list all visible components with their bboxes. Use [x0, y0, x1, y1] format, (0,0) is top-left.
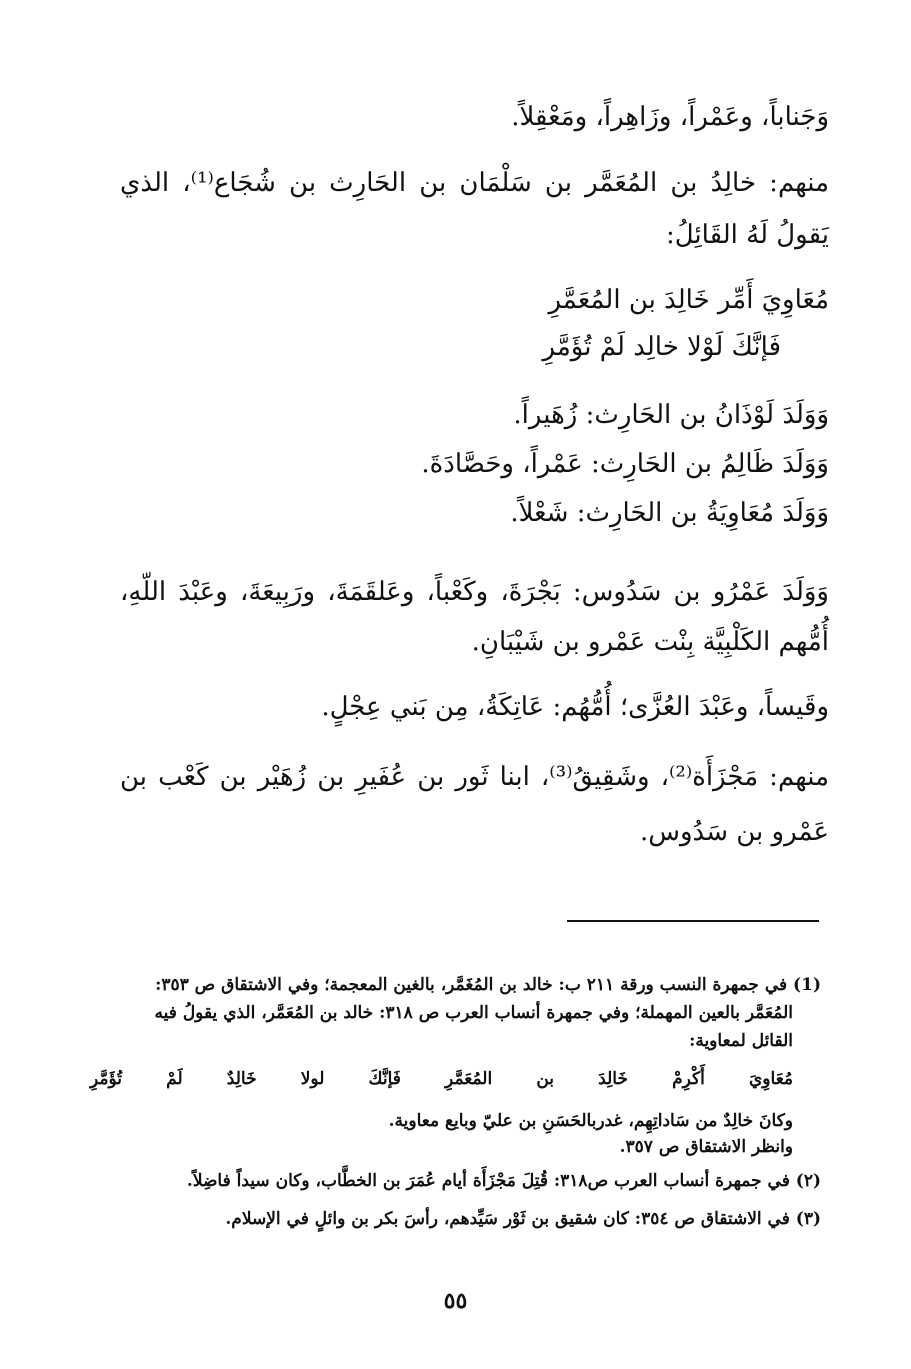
text-line: وَوَلَدَ عَمْرُو بن سَدُوس: بَجْرَةَ، وكَعْباً، وعَلقَمَةَ، ورَبِيعَةَ، وعَبْدَ اللّهِ،: [120, 577, 829, 607]
text-line: وَجَناباً، وعَمْراً، وزَاهِراً، ومَعْقِلاً.: [511, 102, 829, 132]
footnote-line: المُعَمَّر بالعين المهملة؛ وفي جمهرة أنساب العرب ص ٣١٨: خالد بن المُعَمَّر، الذي يقولُ فيه: [154, 1003, 793, 1023]
footnote-line: وانظر الاشتقاق ص ٣٥٧.: [619, 1137, 793, 1157]
text-line: أُمُّهم الكَلْبِيَّة بِنْت عَمْرو بن شَيْبَانِ.: [471, 627, 829, 657]
text-line: وقَيساً، وعَبْدَ العُزَّى؛ أُمُّهُم: عَاتِكَةُ، مِن بَني عِجْلٍ.: [321, 692, 829, 722]
footnote-verse: مُعَاوِيَ أَكْرِمْ خَالِدَ بن المُعَمَّرِ فَإنَّكَ لولا خَالِدٌ لَمْ تُؤَمَّرِ: [90, 1069, 793, 1089]
verse-hemistich: مُعَاوِيَ أَمِّر خَالِدَ بن المُعَمَّرِ: [548, 285, 829, 315]
footnote-line: (٣) في الاشتقاق ص ٣٥٤: كان شقيق بن ثَوْر سَيِّدهم، رأسَ بكر بن وائلٍ في الإسلام.: [225, 1209, 821, 1229]
text-line: منهم: خالِدُ بن المُعَمَّر بن سَلْمَان بن الحَارِث بن شُجَاع⁽¹⁾، الذي: [120, 168, 830, 198]
text-line: وَوَلَدَ ظَالِمُ بن الحَارِث: عَمْراً، وحَصَّادَةَ.: [421, 449, 829, 479]
text-line: وَوَلَدَ مُعَاوِيَةُ بن الحَارِث: شَعْلاً.: [510, 498, 829, 528]
text-line: عَمْرو بن سَدُوس.: [640, 817, 829, 847]
verse-hemistich: فَإنَّكَ لَوْلا خالِد لَمْ تُؤَمَّرِ: [542, 332, 781, 362]
text-line: وَوَلَدَ لَوْذَانُ بن الحَارِث: زُهَيراً.: [513, 400, 829, 430]
footnote-line: (٢) في جمهرة أنساب العرب ص٣١٨: قُتِلَ مَجْزَأَة أيام عُمَرَ بن الخطَّاب، وكان سيداً فاضِلاً.: [186, 1171, 821, 1191]
page-number: ٥٥: [443, 1288, 468, 1314]
text-line: يَقولُ لَهُ القَائِلُ:: [665, 220, 829, 250]
footnote-line: وكانَ خالِدٌ من سَاداتِهِم، غدربالحَسَنِ بن عليّ وبايع معاوية.: [388, 1111, 793, 1131]
footnote-divider: [567, 920, 819, 922]
footnote-line: القائل لمعاوية:: [689, 1031, 793, 1051]
text-line: منهم: مَجْزَأَة⁽²⁾، وشَقِيقُ⁽³⁾، ابنا ثَور بن عُفَيرِ بن زُهَيْر بن كَعْب بن: [120, 762, 829, 792]
footnote-line: (1) في جمهرة النسب ورقة ٢١١ ب: خالد بن المُغَمَّر، بالغين المعجمة؛ وفي الاشتقاق ص ٣٥٣:: [155, 975, 821, 995]
